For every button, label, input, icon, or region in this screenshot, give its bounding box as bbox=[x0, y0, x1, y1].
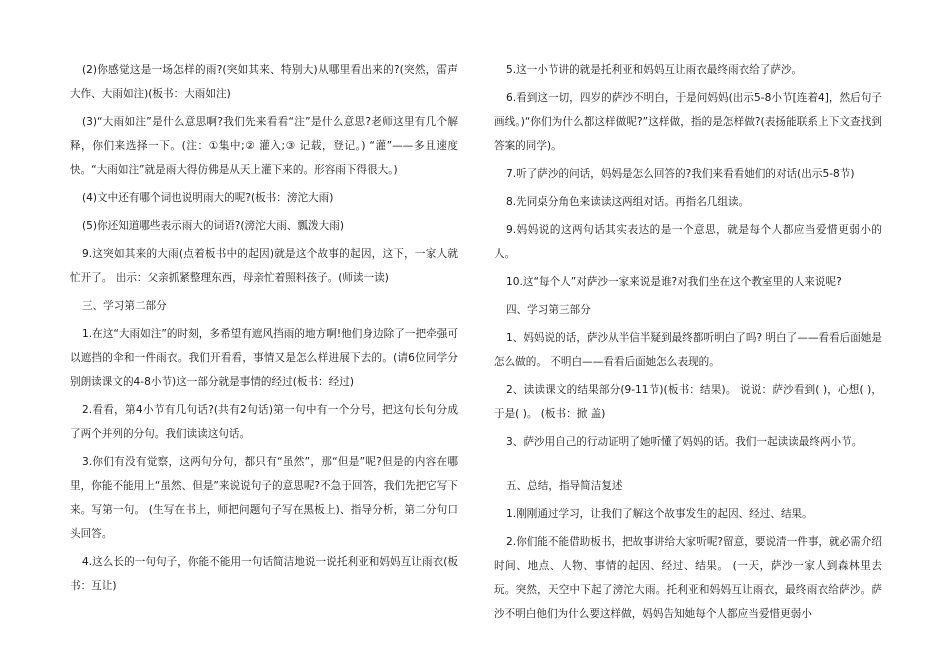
left-column bbox=[70, 58, 458, 602]
paragraph: 9.妈妈说的这两句话其实表达的是一个意思，就是每个人都应当爱惜更弱小的人。 bbox=[494, 224, 882, 260]
paragraph: (5)你还知道哪些表示雨大的词语?(滂沱大雨、瓢泼大雨) bbox=[82, 220, 344, 232]
spacer bbox=[494, 458, 882, 474]
paragraph: 3、萨沙用自己的行动证明了她听懂了妈妈的话。我们一起读读最终两小节。 bbox=[506, 436, 863, 448]
paragraph: (4)文中还有哪个词也说明雨大的呢?(板书：滂沱大雨) bbox=[82, 192, 334, 204]
paragraph: (3)“大雨如注”是什么意思啊?我们先来看看“注”是什么意思?老师这里有几个解释，你们来选择一下。(注：①集中;② 灌入;③ 记载，登记。) “灌”——多且速度快。“大雨如注”就是雨大得仿佛是从天上灌下来的。形容雨下得很大。) bbox=[70, 116, 458, 176]
paragraph: 3.你们有没有觉察，这两句分句，都只有“虽然”，那“但是”呢?但是的内容在哪里，你能不能用上“虽然、但是”来说说句子的意思呢?不急于回答，我们先把它写下来。写第一句。 (生写在书上，师把问题句子写在黑板上)、指导分析，第二分句口头回答。 bbox=[70, 456, 458, 540]
paragraph: 2、读读课文的结果部分(9-11节)(板书：结果)。 说说：萨沙看到( )，心想( )，于是( )。 (板书：掀 盖) bbox=[494, 384, 882, 420]
paragraph: 2.你们能不能借助板书，把故事讲给大家听呢?留意，要说清一件事，就必需介绍时间、地点、人物、事情的起因、经过、结果。 (一天，萨沙一家人到森林里去玩。突然，天空中下起了滂沱大雨。托利亚和妈妈互让雨衣，最终雨衣给萨沙。萨沙不明白他们为什么要这样做，妈妈告知她每个人都应当爱惜更弱小 bbox=[494, 536, 882, 620]
section-heading: 三、学习第二部分 bbox=[82, 300, 167, 312]
paragraph: 6.看到这一切，四岁的萨沙不明白，于是问妈妈(出示5-8小节[连着4]，然后句子画线。)“你们为什么都这样做呢?”这样做，指的是怎样做?(表扬能联系上下文查找到答案的同学)。 bbox=[494, 92, 882, 152]
paragraph: 5.这一小节讲的就是托利亚和妈妈互让雨衣最终雨衣给了萨沙。 bbox=[506, 64, 803, 76]
paragraph: 8.先同桌分角色来读读这两组对话。再指名几组读。 bbox=[506, 196, 750, 208]
paragraph: 1.在这“大雨如注”的时刻，多希望有遮风挡雨的地方啊!他们身边除了一把牵强可以遮挡的伞和一件雨衣。我们开看看，事情又是怎么样进展下去的。(请6位同学分别朗读课文的4-8小节)这一部分就是事情的经过(板书：经过) bbox=[70, 328, 458, 388]
paragraph: 4.这么长的一句句子，你能不能用一句话简洁地说一说托利亚和妈妈互让雨衣(板书：互让) bbox=[70, 556, 458, 592]
paragraph: 9.这突如其来的大雨(点着板书中的起因)就是这个故事的起因，这下，一家人就忙开了。 出示：父亲抓紧整理东西，母亲忙着照料孩子。(师读一读) bbox=[70, 248, 458, 284]
paragraph: 10.这“每个人”对萨沙一家来说是谁?对我们坐在这个教室里的人来说呢? bbox=[506, 276, 842, 288]
paragraph: 2.看看，第4小节有几句话?(共有2句话)第一句中有一个分号，把这句长句分成了两个并列的分句。我们读读这句话。 bbox=[70, 404, 458, 440]
section-heading: 四、学习第三部分 bbox=[506, 304, 591, 316]
paragraph: (2)你感觉这是一场怎样的雨?(突如其来、特别大)从哪里看出来的?(突然，雷声大作、大雨如注)(板书：大雨如注) bbox=[70, 64, 458, 100]
paragraph: 7.听了萨沙的问话，妈妈是怎么回答的?我们来看看她们的对话(出示5-8节) bbox=[506, 168, 855, 180]
right-column bbox=[494, 58, 882, 630]
section-heading: 五、总结，指导简洁复述 bbox=[506, 480, 623, 492]
paragraph: 1.刚刚通过学习，让我们了解这个故事发生的起因、经过、结果。 bbox=[506, 508, 813, 520]
paragraph: 1、妈妈说的话，萨沙从半信半疑到最终都听明白了吗? 明白了——看看后面她是怎么做的。 不明白——看看后面她怎么表现的。 bbox=[494, 332, 882, 368]
